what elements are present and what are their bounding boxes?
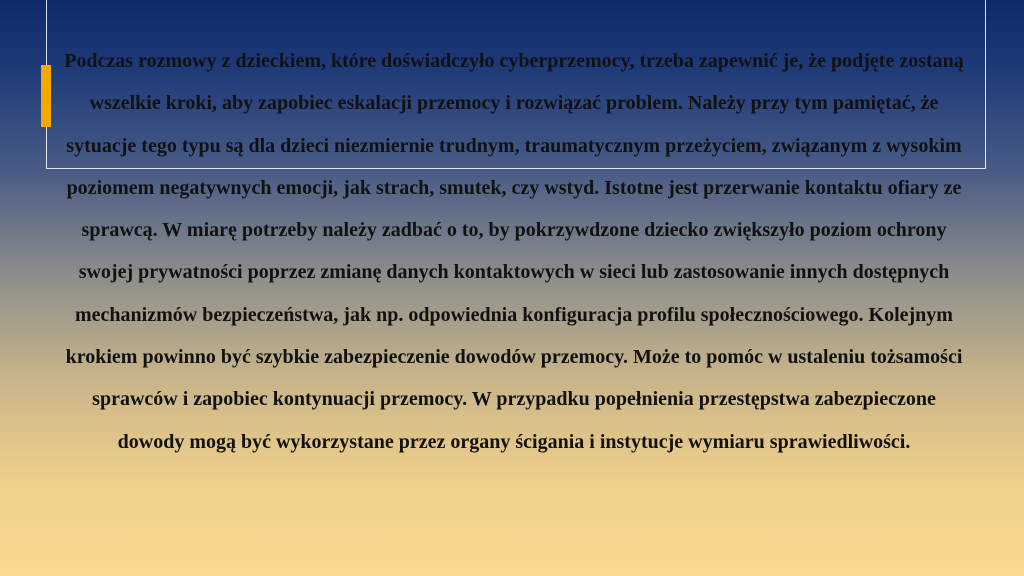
body-text: Podczas rozmowy z dzieckiem, które doświadczyło cyberprzemocy, trzeba zapewnić je, że podjęte zostaną wszelkie kroki, aby zapobiec eskalacji przemocy i rozwiązać problem. Należy przy tym pamiętać, że sytuacje tego typu są dla dzieci niezmiernie trudnym, traumatycznym przeżyciem, związanym z wysokim poziomem negatywnych emocji, jak strach, smutek, czy wstyd. Istotne jest przerwanie kontaktu ofiary ze sprawcą. W miarę potrzeby należy zadbać o to, by pokrzywdzone dziecko zwiększyło poziom ochrony swojej prywatności poprzez zmianę danych kontaktowych w sieci lub zastosowanie innych dostępnych mechanizmów bezpieczeństwa, jak np. odpowiednia konfiguracja profilu społecznościowego. Kolejnym krokiem powinno być szybkie zabezpieczenie dowodów przemocy. Może to pomóc w ustaleniu tożsamości sprawców i zapobiec kontynuacji przemocy. W przypadku popełnienia przestępstwa zabezpieczone dowody mogą być wykorzystane przez organy ścigania i instytucje wymiaru sprawiedliwości. (64, 50, 964, 453)
accent-bar (41, 65, 51, 127)
